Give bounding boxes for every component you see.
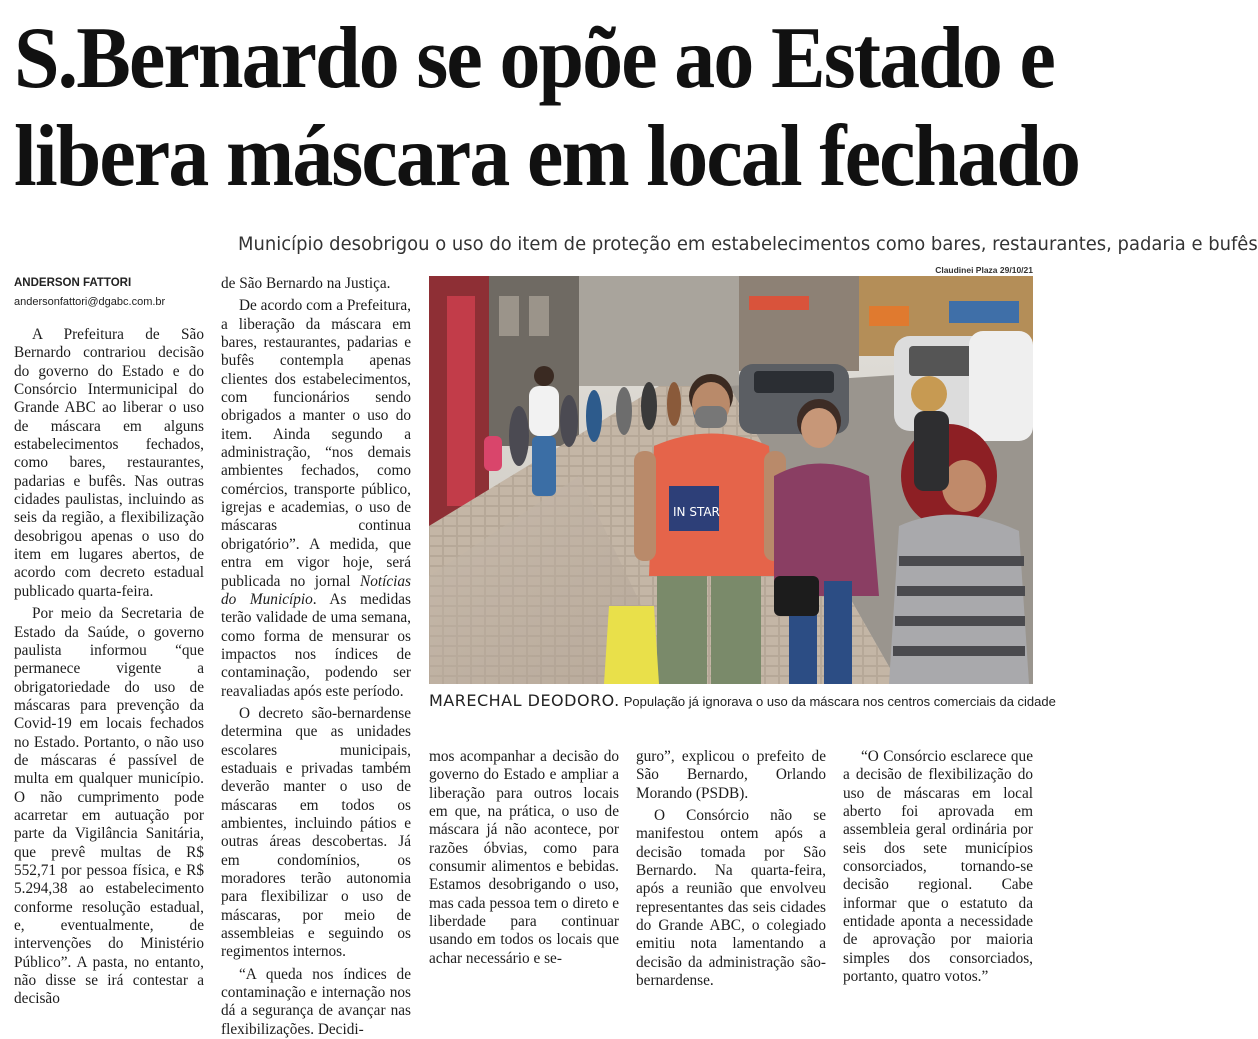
article-paragraph bbox=[221, 297, 411, 701]
article-text: De acordo com a Prefeitura, a liberação da máscara em bares, restaurantes, padarias e bufês contempla apenas clientes dos estabelecimentos, com funcionários sendo obrigados a manter o uso do item. Ainda segundo a administração, “nos demais ambientes fechados, como comércios, transporte público, igrejas e academias, o uso de máscaras continua obrigatório”. A medida, que entra em vigor hoje, será publicada no jornal bbox=[221, 297, 412, 590]
building bbox=[579, 276, 739, 386]
shirt-print: IN STAR bbox=[673, 505, 720, 519]
subheadline: Município desobrigou o uso do item de proteção em estabelecimentos como bares, restaurantes, padaria e bufês bbox=[238, 233, 1258, 255]
street-photo-illustration bbox=[429, 276, 1033, 684]
yellow-bag bbox=[604, 606, 659, 684]
headline-line-2: libera máscara em local fechado bbox=[14, 108, 1080, 205]
woman-blonde bbox=[911, 376, 949, 491]
article-paragraph: “A queda nos índices de contaminação e internação nos dá a segurança de avançar nas flexibilizações. Decidi- bbox=[221, 965, 411, 1038]
article-paragraph-continued: guro”, explicou o prefeito de São Bernardo, Orlando Morando (PSDB). bbox=[636, 748, 826, 802]
caption-title: MARECHAL DEODORO. bbox=[429, 691, 620, 710]
article-paragraph: Por meio da Secretaria de Estado da Saúde, o governo paulista informou “que permanece vigente a obrigatoriedade do uso de máscaras para prevenção da Covid-19 em locais fechados no Estado. Portanto, o não uso de máscaras é passível de multa em qualquer município. O não cumprimento pode acarretar em autuação por parte da Vigilância Sanitária, que prevê multas de R$ 552,71 por pessoa física, e R$ 5.294,38 ao estabelecimento conforme resolução estadual, e, eventualmente, de intervenções do Ministério Público”. A pasta, no entanto, não disse se irá contestar a decisão bbox=[14, 605, 204, 1008]
building bbox=[739, 276, 859, 371]
article-column-5 bbox=[843, 748, 1033, 986]
headline bbox=[14, 10, 1080, 206]
car bbox=[969, 331, 1033, 441]
byline-author: ANDERSON FATTORI bbox=[14, 277, 132, 289]
photo-caption bbox=[429, 691, 1056, 711]
shop-sign bbox=[749, 296, 809, 310]
caption-text: População já ignorava o uso da máscara nos centros comerciais da cidade bbox=[623, 694, 1056, 709]
article-paragraph: O decreto são-bernardense determina que as unidades escolares municipais, estaduais e privadas também deverão manter o uso de máscaras em todos os ambientes, incluindo pátios e outras áreas descobertas. Já em condomínios, os moradores terão autonomia para flexibilizar o uso de máscaras, por meio de assembleias e seguindo os regimentos internos. bbox=[221, 704, 411, 961]
article-paragraph-continued: de São Bernardo na Justiça. bbox=[221, 275, 391, 292]
photo-credit: Claudinei Plaza 29/10/21 bbox=[935, 265, 1033, 275]
headline-line-1: S.Bernardo se opõe ao Estado e bbox=[14, 10, 1054, 107]
pedestrian-white-top bbox=[529, 386, 559, 436]
article-paragraph: “O Consórcio esclarece que a decisão de flexibilização do uso de máscaras em local aberto foi aprovada em assembleia geral ordinária por seis dos sete municípios consorciados, tornando-se decisão regional. Cabe informar que o estatuto da entidade aponta a necessidade de aprovação por maioria simples dos consorciados, portanto, quatro votos.” bbox=[843, 748, 1033, 986]
article-column-3 bbox=[429, 748, 619, 968]
newspaper-name: Notícias do Município bbox=[221, 572, 411, 608]
article-column-4 bbox=[636, 748, 826, 990]
article-column-2 bbox=[221, 275, 412, 1038]
article-column-1 bbox=[14, 326, 204, 1008]
child-pink bbox=[484, 436, 502, 471]
article-paragraph-continued: mos acompanhar a decisão do governo do Estado e ampliar a liberação para outros locais em que, na prática, o uso de máscara já não acontece, por razões óbvias, como para consumir alimentos e bebidas. Estamos desobrigando o uso, mas cada pessoa tem o direto e liberdade para continuar usando em todos os locais que achar necessário e se- bbox=[429, 748, 619, 967]
article-text: . As medidas terão validade de uma semana, como forma de mensurar os impactos nos índices de contaminação, podendo ser reavaliadas após este período. bbox=[221, 590, 411, 700]
street-photo bbox=[429, 276, 1033, 684]
article-paragraph: O Consórcio não se manifestou ontem após a decisão tomada por São Bernardo. Na quarta-feira, após a reunião que envolveu representantes das seis cidades do Grande ABC, o colegiado emitiu nota lamentando a decisão da administração são-bernardense. bbox=[636, 807, 826, 990]
article-paragraph: A Prefeitura de São Bernardo contrariou decisão do governo do Estado e do Consórcio Intermunicipal do Grande ABC ao liberar o uso de máscara em alguns estabelecimentos fechados, como bares, restaurantes, padarias e bufês. Nas outras cidades paulistas, incluindo as seis da região, a flexibilização desobrigou apenas o uso do item em lugares abertos, de acordo com decreto estadual publicado quarta-feira. bbox=[14, 326, 204, 600]
byline-email: andersonfattori@dgabc.com.br bbox=[14, 296, 166, 308]
